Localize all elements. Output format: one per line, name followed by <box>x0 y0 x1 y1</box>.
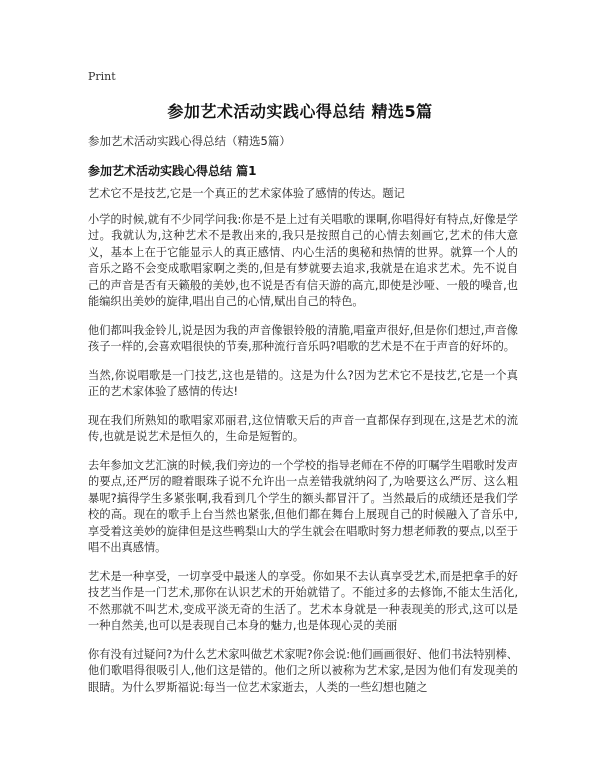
paragraph: 小学的时候,就有不少同学问我:你是不是上过有关唱歌的课啊,你唱得好有特点,好像是学过。我就认为,这种艺术不是教出来的,我只是按照自己的心情去刻画它,艺术的伟大意义，基本上在于它能显示人的真正感情、内心生活的奥秘和热情的世界。就算一个人的音乐之路不会变成歌唱家啊之类的,但是有梦就要去追求,我就是在追求艺术。先不说自己的声音是否有天籁般的美妙,也不说是否有信天游的高亢,即使是沙哑、一般的噪音,也能编织出美妙的旋律,唱出自己的心情,赋出自己的特色。 <box>88 212 518 308</box>
paragraph: 现在我们所熟知的歌唱家邓丽君,这位情歌天后的声音一直都保存到现在,这是艺术的流传,也就是说艺术是恒久的，生命是短暂的。 <box>88 413 518 443</box>
paragraph: 他们都叫我金铃儿,说是因为我的声音像银铃般的清脆,唱童声很好,但是你们想过,声音像孩子一样的,会喜欢唱很快的节奏,那种流行音乐吗?唱歌的艺术是不在于声音的好坏的。 <box>88 323 518 353</box>
page-title: 参加艺术活动实践心得总结 精选5篇 <box>167 102 433 121</box>
print-link[interactable]: Print <box>88 70 116 83</box>
paragraph: 艺术是一种享受，一切享受中最迷人的享受。你如果不去认真享受艺术,而是把拿手的好技艺当作是一门艺术,那你在认识艺术的开始就错了。不能过多的去修饰,不能太生活化,不然那就不叫艺术,变成平淡无奇的生活了。艺术本身就是一种表现美的形式,这可以是一种自然美,也可以是表现自己本身的魅力,也是体现心灵的美丽 <box>88 569 518 632</box>
paragraph: 去年参加文艺汇演的时候,我们旁边的一个学校的指导老师在不停的叮嘱学生唱歌时发声的要点,还严厉的瞪着眼珠子说不允许出一点差错我就纳闷了,为啥要这么严厉、这么粗暴呢?搞得学生多紧张啊,我看到几个学生的额头都冒汗了。当然最后的成绩还是我们学校的高。现在的歌手上台当然也紧张,但他们都在舞台上展现自己的时候融入了音乐中,享受着这美妙的旋律但是这些鸭梨山大的学生就会在唱歌时努力想老师教的要点,以至于唱不出真感情。 <box>88 458 518 554</box>
section-heading: 参加艺术活动实践心得总结 篇1 <box>88 164 257 178</box>
paragraph: 你有没有过疑问?为什么艺术家叫做艺术家呢?你会说:他们画画很好、他们书法特别棒、他们歌唱得很吸引人,他们这是错的。他们之所以被称为艺术家,是因为他们有发现美的眼睛。为什么罗斯福说:每当一位艺术家逝去，人类的一些幻想也随之 <box>88 647 518 694</box>
paragraph: 当然,你说唱歌是一门技艺,这也是错的。这是为什么?因为艺术它不是技艺,它是一个真正的艺术家体验了感情的传达! <box>88 368 518 398</box>
document-subtitle: 参加艺术活动实践心得总结（精选5篇） <box>88 134 291 148</box>
document-body <box>88 186 518 708</box>
paragraph-epigraph: 艺术它不是技艺,它是一个真正的艺术家体验了感情的传达。题记 <box>88 187 405 200</box>
